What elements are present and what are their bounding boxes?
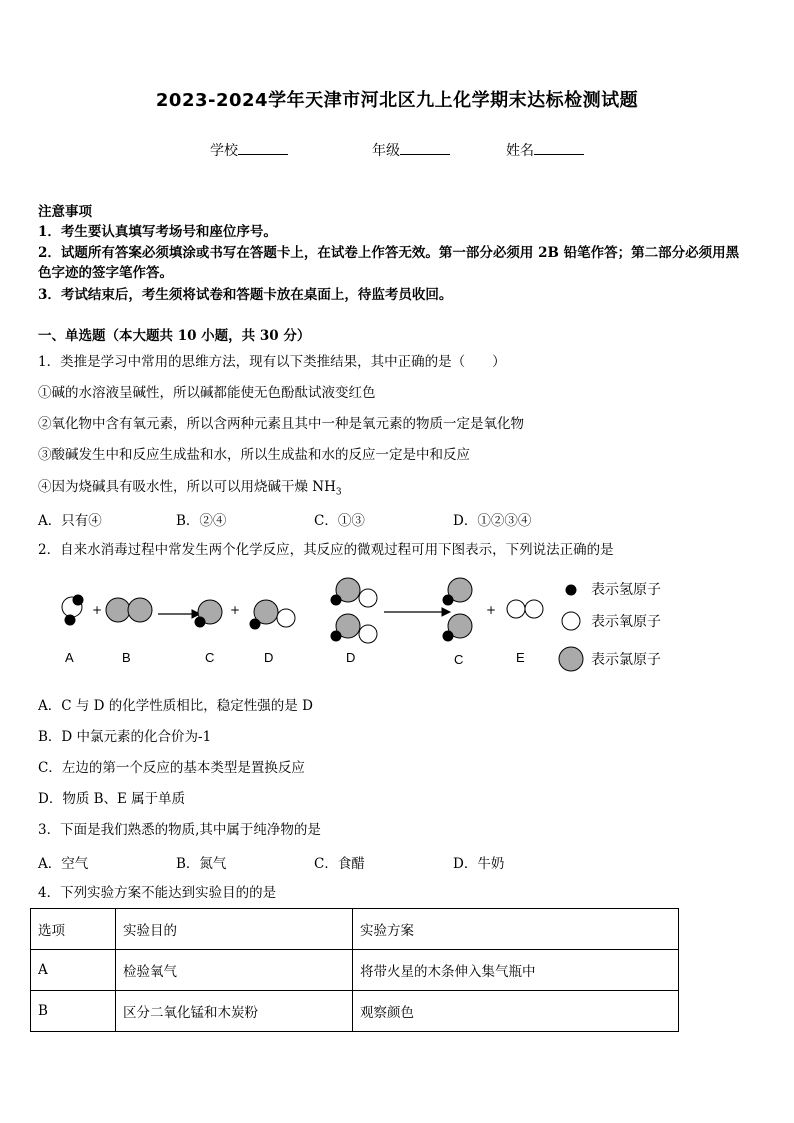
label-b: B <box>122 650 131 665</box>
table-cell: B <box>31 991 116 1032</box>
label-e: E <box>516 650 525 665</box>
q2-option-a: A．C 与 D 的化学性质相比，稳定性强的是 D <box>38 698 313 714</box>
table-row <box>31 950 679 991</box>
molecule-d <box>250 600 295 629</box>
q3-option-a: A．空气 <box>38 856 89 872</box>
label-d: D <box>264 650 274 665</box>
molecule-b <box>106 598 152 622</box>
notice-item-2-cont: 色字迹的签字笔作答。 <box>38 265 173 281</box>
q4-table <box>30 908 679 1032</box>
table-cell: 区分二氧化锰和木炭粉 <box>116 991 353 1032</box>
school-blank <box>238 140 288 155</box>
q3-option-b: B．氮气 <box>176 856 227 872</box>
q3-stem: 3．下面是我们熟悉的物质,其中属于纯净物的是 <box>38 822 321 838</box>
notice-item-1: 1．考生要认真填写考场号和座位序号。 <box>38 224 277 240</box>
legend-oxygen-icon <box>562 612 580 630</box>
table-cell: A <box>31 950 116 991</box>
q2-stem: 2．自来水消毒过程中常发生两个化学反应，其反应的微观过程可用下图表示，下列说法正确的是 <box>38 542 614 558</box>
table-header-cell: 选项 <box>31 909 116 950</box>
q3-option-c: C．食醋 <box>314 856 365 872</box>
name-blank <box>534 140 584 155</box>
table-cell: 将带火星的木条伸入集气瓶中 <box>353 950 679 991</box>
q3-option-d: D．牛奶 <box>453 856 505 872</box>
plus-sign: + <box>486 603 497 617</box>
q1-option-c: C．①③ <box>314 513 365 529</box>
label-a: A <box>65 650 74 665</box>
q1-statement-4: ④因为烧碱具有吸水性，所以可以用烧碱干燥 $NH_3$ <box>38 479 342 498</box>
grade-blank <box>400 140 450 155</box>
section-heading: 一、单选题（本大题共 10 小题，共 30 分） <box>38 328 311 344</box>
q1-option-b: B．②④ <box>176 513 227 529</box>
molecule-c <box>195 600 222 627</box>
legend-hydrogen-icon <box>566 585 576 595</box>
table-header-row <box>31 909 679 950</box>
q1-stem: 1．类推是学习中常用的思维方法，现有以下类推结果，其中正确的是（ ） <box>38 354 506 370</box>
plus-sign: + <box>230 603 241 617</box>
label-d-right: D <box>346 650 356 665</box>
plus-sign: + <box>92 603 103 617</box>
legend-hydrogen-label: 表示氢原子 <box>591 581 661 597</box>
label-c-right: C <box>454 652 464 667</box>
q1-statement-1: ①碱的水溶液呈碱性，所以碱都能使无色酚酞试液变红色 <box>38 385 376 401</box>
page-title: 2023-2024学年天津市河北区九上化学期末达标检测试题 <box>155 90 639 111</box>
molecule-a <box>62 595 83 625</box>
q1-statement-2: ②氧化物中含有氧元素，所以含两种元素且其中一种是氧元素的物质一定是氧化物 <box>38 416 524 432</box>
legend-oxygen-label: 表示氧原子 <box>591 613 661 629</box>
table-header-cell: 实验目的 <box>116 909 353 950</box>
notice-item-3: 3．考试结束后，考生须将试卷和答题卡放在桌面上，待监考员收回。 <box>38 287 453 303</box>
molecule-d-pair <box>331 578 377 643</box>
name-label: 姓名 <box>506 143 534 159</box>
q4-stem: 4．下列实验方案不能达到实验目的的是 <box>38 885 277 901</box>
notice-item-2: 2．试题所有答案必须填涂或书写在答题卡上，在试卷上作答无效。第一部分必须用 2B 铅笔作答；第二部分必须用黑 <box>38 245 740 261</box>
q2-option-d: D．物质 B、E 属于单质 <box>38 791 186 807</box>
table-row <box>31 991 679 1032</box>
grade-label: 年级 <box>372 143 400 159</box>
legend-chlorine-label: 表示氯原子 <box>591 651 661 667</box>
q1-statement-3: ③酸碱发生中和反应生成盐和水，所以生成盐和水的反应一定是中和反应 <box>38 447 470 463</box>
legend-chlorine-icon <box>559 647 583 671</box>
q2-option-c: C．左边的第一个反应的基本类型是置换反应 <box>38 760 305 776</box>
molecule-c-pair <box>443 578 472 641</box>
q1-option-d: D．①②③④ <box>453 513 532 529</box>
label-c: C <box>205 650 215 665</box>
school-field <box>210 140 288 160</box>
table-header-cell: 实验方案 <box>353 909 679 950</box>
q2-option-b: B．D 中氯元素的化合价为-1 <box>38 729 212 745</box>
reaction-diagram <box>50 572 690 672</box>
molecule-e <box>507 600 543 618</box>
notice-heading: 注意事项 <box>38 204 92 220</box>
grade-field <box>372 140 450 160</box>
school-label: 学校 <box>210 143 238 159</box>
table-cell: 观察颜色 <box>353 991 679 1032</box>
q1-option-a: A．只有④ <box>38 513 102 529</box>
table-cell: 检验氧气 <box>116 950 353 991</box>
name-field <box>506 140 584 160</box>
